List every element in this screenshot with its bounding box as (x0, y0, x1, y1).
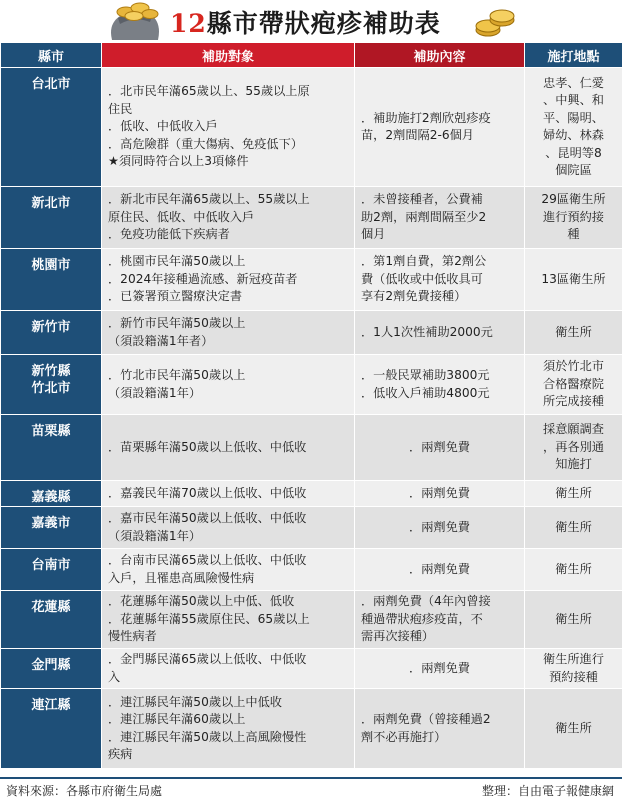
cell-line: 個院區 (555, 163, 592, 177)
cell-line: ．低收、中低收入戶 (108, 119, 218, 134)
cell-city (1, 249, 102, 311)
cell-line: 嘉義縣 (31, 490, 71, 505)
page-title: 12縣市帶狀疱疹補助表 (170, 9, 441, 38)
cell-content (355, 415, 525, 481)
cell-line: ．台南市民滿65歲以上低收、中低收 (108, 553, 307, 567)
cell-line: ．新北市民年滿65歲以上、55歲以上 (108, 192, 310, 207)
cell-line: 連江縣 (31, 698, 71, 713)
cell-line: 、中興、和 (543, 93, 604, 107)
cell-place (525, 649, 622, 689)
cell-line: 、昆明等8 (545, 145, 602, 160)
cell-line: ．兩劑免費 (409, 561, 470, 576)
cell-line: 享有2劑免費接種） (361, 289, 467, 304)
table-body (1, 68, 622, 769)
header-content: 補助內容 (355, 43, 525, 68)
cell-line: 桃園市 (31, 258, 71, 273)
table-row (1, 549, 622, 591)
cell-line: ．連江縣民年滿50歲以上中低收 (108, 694, 282, 709)
cell-line: 忠孝、仁愛 (543, 75, 604, 90)
table-row (1, 249, 622, 311)
cell-city (1, 549, 102, 591)
cell-line: 台北市 (31, 77, 71, 92)
coins-icon (474, 6, 516, 38)
cell-line: 住民 (108, 101, 133, 116)
table-row (1, 689, 622, 769)
cell-line: 衛生所進行 (543, 652, 604, 666)
cell-target (102, 481, 355, 507)
cell-place (525, 187, 622, 249)
cell-line: 慢性病者 (108, 629, 157, 644)
cell-line: ．未曾接種者，公費補 (361, 192, 483, 207)
cell-content (355, 249, 525, 311)
cell-line: 平、陽明、 (543, 110, 604, 125)
cell-line: ．金門縣民滿65歲以上低收、中低收 (108, 652, 307, 666)
cell-line: 衛生所 (555, 324, 592, 339)
cell-line: ．苗栗縣年滿50歲以上低收、中低收 (108, 439, 307, 454)
cell-place (525, 68, 622, 187)
cell-line: ．連江縣民年滿50歲以上高風險慢性 (108, 729, 307, 744)
cell-content (355, 549, 525, 591)
cell-line: ．花蓮縣年滿50歲以上中低、低收 (108, 594, 295, 609)
cell-line: 竹北市 (31, 381, 71, 396)
cell-line: ．一般民眾補助3800元 (361, 368, 490, 382)
cell-target (102, 311, 355, 355)
cell-line: 金門縣 (31, 658, 71, 673)
cell-line: ．第1劑自費，第2劑公 (361, 254, 487, 269)
cell-place (525, 311, 622, 355)
cell-line: （須設籍滿1年者） (108, 333, 214, 348)
cell-target (102, 355, 355, 415)
header-city: 縣市 (1, 43, 102, 68)
cell-line: ．兩劑免費 (409, 660, 470, 675)
cell-line: 助2劑，兩劑間隔至少2 (361, 209, 487, 224)
cell-line: 預約接種 (549, 669, 598, 684)
cell-city (1, 481, 102, 507)
cell-place (525, 591, 622, 649)
cell-city (1, 507, 102, 549)
table-row (1, 507, 622, 549)
cell-line: ．2024年接種過流感、新冠疫苗者 (108, 271, 298, 286)
table-row (1, 481, 622, 507)
cell-line: 採意願調查 (543, 422, 604, 437)
cell-line: 劑不必再施打） (361, 729, 447, 744)
cell-line: ．桃園市民年滿50歲以上 (108, 254, 246, 269)
table-row (1, 591, 622, 649)
cell-line: ．免疫功能低下疾病者 (108, 227, 230, 242)
cell-line: 衛生所 (555, 720, 592, 735)
cell-line: ，再各別通 (543, 439, 604, 454)
cell-line: ．兩劑免費 (409, 485, 470, 500)
cell-line: ．兩劑免費 (409, 519, 470, 534)
cell-line: ．已簽署預立醫療決定書 (108, 289, 243, 304)
cell-line: ．兩劑免費（4年內曾接 (361, 594, 491, 609)
cell-place (525, 507, 622, 549)
cell-line: 需再次接種） (361, 629, 435, 644)
cell-content (355, 68, 525, 187)
cell-line: ．低收入戶補助4800元 (361, 385, 490, 400)
cell-target (102, 68, 355, 187)
cell-content (355, 355, 525, 415)
footer-source: 資料來源：各縣市府衛生局處 (6, 784, 163, 798)
cell-place (525, 355, 622, 415)
cell-line: 進行預約接 (543, 209, 604, 224)
cell-content (355, 311, 525, 355)
cell-line: 婦幼、林森 (543, 128, 604, 142)
header-place: 施打地點 (525, 43, 622, 68)
header-target: 補助對象 (102, 43, 355, 68)
cell-city (1, 355, 102, 415)
cell-line: ．兩劑免費 (409, 439, 470, 454)
cell-line: 知施打 (555, 457, 592, 472)
title-bar (0, 0, 622, 42)
cell-line: ．連江縣民年滿60歲以上 (108, 712, 246, 726)
table-row (1, 415, 622, 481)
cell-content (355, 591, 525, 649)
cell-line: ．嘉義民年滿70歲以上低收、中低收 (108, 485, 307, 500)
cell-line: （須設籍滿1年） (108, 528, 202, 543)
cell-line: 合格醫療院 (543, 376, 604, 391)
cell-content (355, 187, 525, 249)
cell-place (525, 249, 622, 311)
cell-line: 台南市 (31, 558, 71, 573)
cell-line: 須於竹北市 (543, 359, 604, 374)
cell-target (102, 649, 355, 689)
cell-content (355, 649, 525, 689)
cell-line: 新竹市 (31, 320, 71, 335)
cell-place (525, 689, 622, 769)
cell-city (1, 415, 102, 481)
cell-line: ★須同時符合以上3項條件 (108, 154, 249, 169)
cell-line: 衛生所 (555, 485, 592, 500)
cell-line: 種過帶狀疱疹疫苗，不 (361, 611, 483, 626)
cell-content (355, 481, 525, 507)
cell-line: ．花蓮縣年滿55歲原住民、65歲以上 (108, 611, 310, 626)
cell-line: 13區衛生所 (541, 271, 606, 286)
cell-line: 種 (567, 227, 580, 242)
cell-line: ．兩劑免費（曾接種過2 (361, 712, 491, 726)
cell-target (102, 591, 355, 649)
cell-city (1, 649, 102, 689)
cell-line: 29區衛生所 (541, 192, 606, 207)
table-row (1, 649, 622, 689)
cell-line: ．竹北市民年滿50歲以上 (108, 368, 246, 382)
cell-target (102, 549, 355, 591)
cell-line: 費（低收或中低收具可 (361, 271, 483, 286)
table-row (1, 311, 622, 355)
subsidy-table (0, 42, 622, 769)
table-row (1, 68, 622, 187)
cell-line: （須設籍滿1年） (108, 385, 202, 400)
coin-bag-icon (104, 0, 166, 44)
cell-city (1, 68, 102, 187)
cell-line: ．高危險群（重大傷病、免疫低下） (108, 136, 303, 151)
footer (0, 777, 622, 800)
cell-line: 新竹縣 (31, 364, 71, 379)
cell-city (1, 591, 102, 649)
cell-target (102, 249, 355, 311)
cell-target (102, 689, 355, 769)
cell-line: 衛生所 (555, 561, 592, 576)
cell-line: 嘉義市 (31, 516, 71, 531)
cell-content (355, 507, 525, 549)
cell-line: 衛生所 (555, 611, 592, 626)
cell-line: 苗，2劑間隔2-6個月 (361, 128, 474, 142)
cell-line: 新北市 (31, 196, 71, 211)
cell-place (525, 415, 622, 481)
cell-line: 入 (108, 669, 121, 684)
cell-line: ．北市民年滿65歲以上、55歲以上原 (108, 84, 310, 99)
cell-target (102, 507, 355, 549)
cell-target (102, 187, 355, 249)
cell-line: 苗栗縣 (31, 424, 71, 439)
cell-line: 入戶，且罹患高風險慢性病 (108, 570, 255, 585)
cell-line: 花蓮縣 (31, 600, 71, 615)
cell-city (1, 311, 102, 355)
cell-line: 個月 (361, 227, 386, 242)
cell-place (525, 549, 622, 591)
cell-line: ．1人1次性補助2000元 (361, 324, 493, 339)
cell-line: 疾病 (108, 747, 133, 761)
cell-content (355, 689, 525, 769)
table-row (1, 355, 622, 415)
cell-target (102, 415, 355, 481)
cell-place (525, 481, 622, 507)
cell-line: 原住民、低收、中低收入戶 (108, 209, 255, 224)
footer-editor: 整理：自由電子報健康網 (481, 784, 614, 798)
cell-line: ．新竹市民年滿50歲以上 (108, 316, 246, 330)
cell-line: 所完成接種 (543, 394, 604, 409)
cell-line: 衛生所 (555, 519, 592, 534)
table-row (1, 187, 622, 249)
table-header-row (1, 43, 622, 68)
cell-city (1, 689, 102, 769)
cell-city (1, 187, 102, 249)
cell-line: ．嘉市民年滿50歲以上低收、中低收 (108, 511, 307, 525)
cell-line: ．補助施打2劑欣剋疹疫 (361, 110, 491, 125)
